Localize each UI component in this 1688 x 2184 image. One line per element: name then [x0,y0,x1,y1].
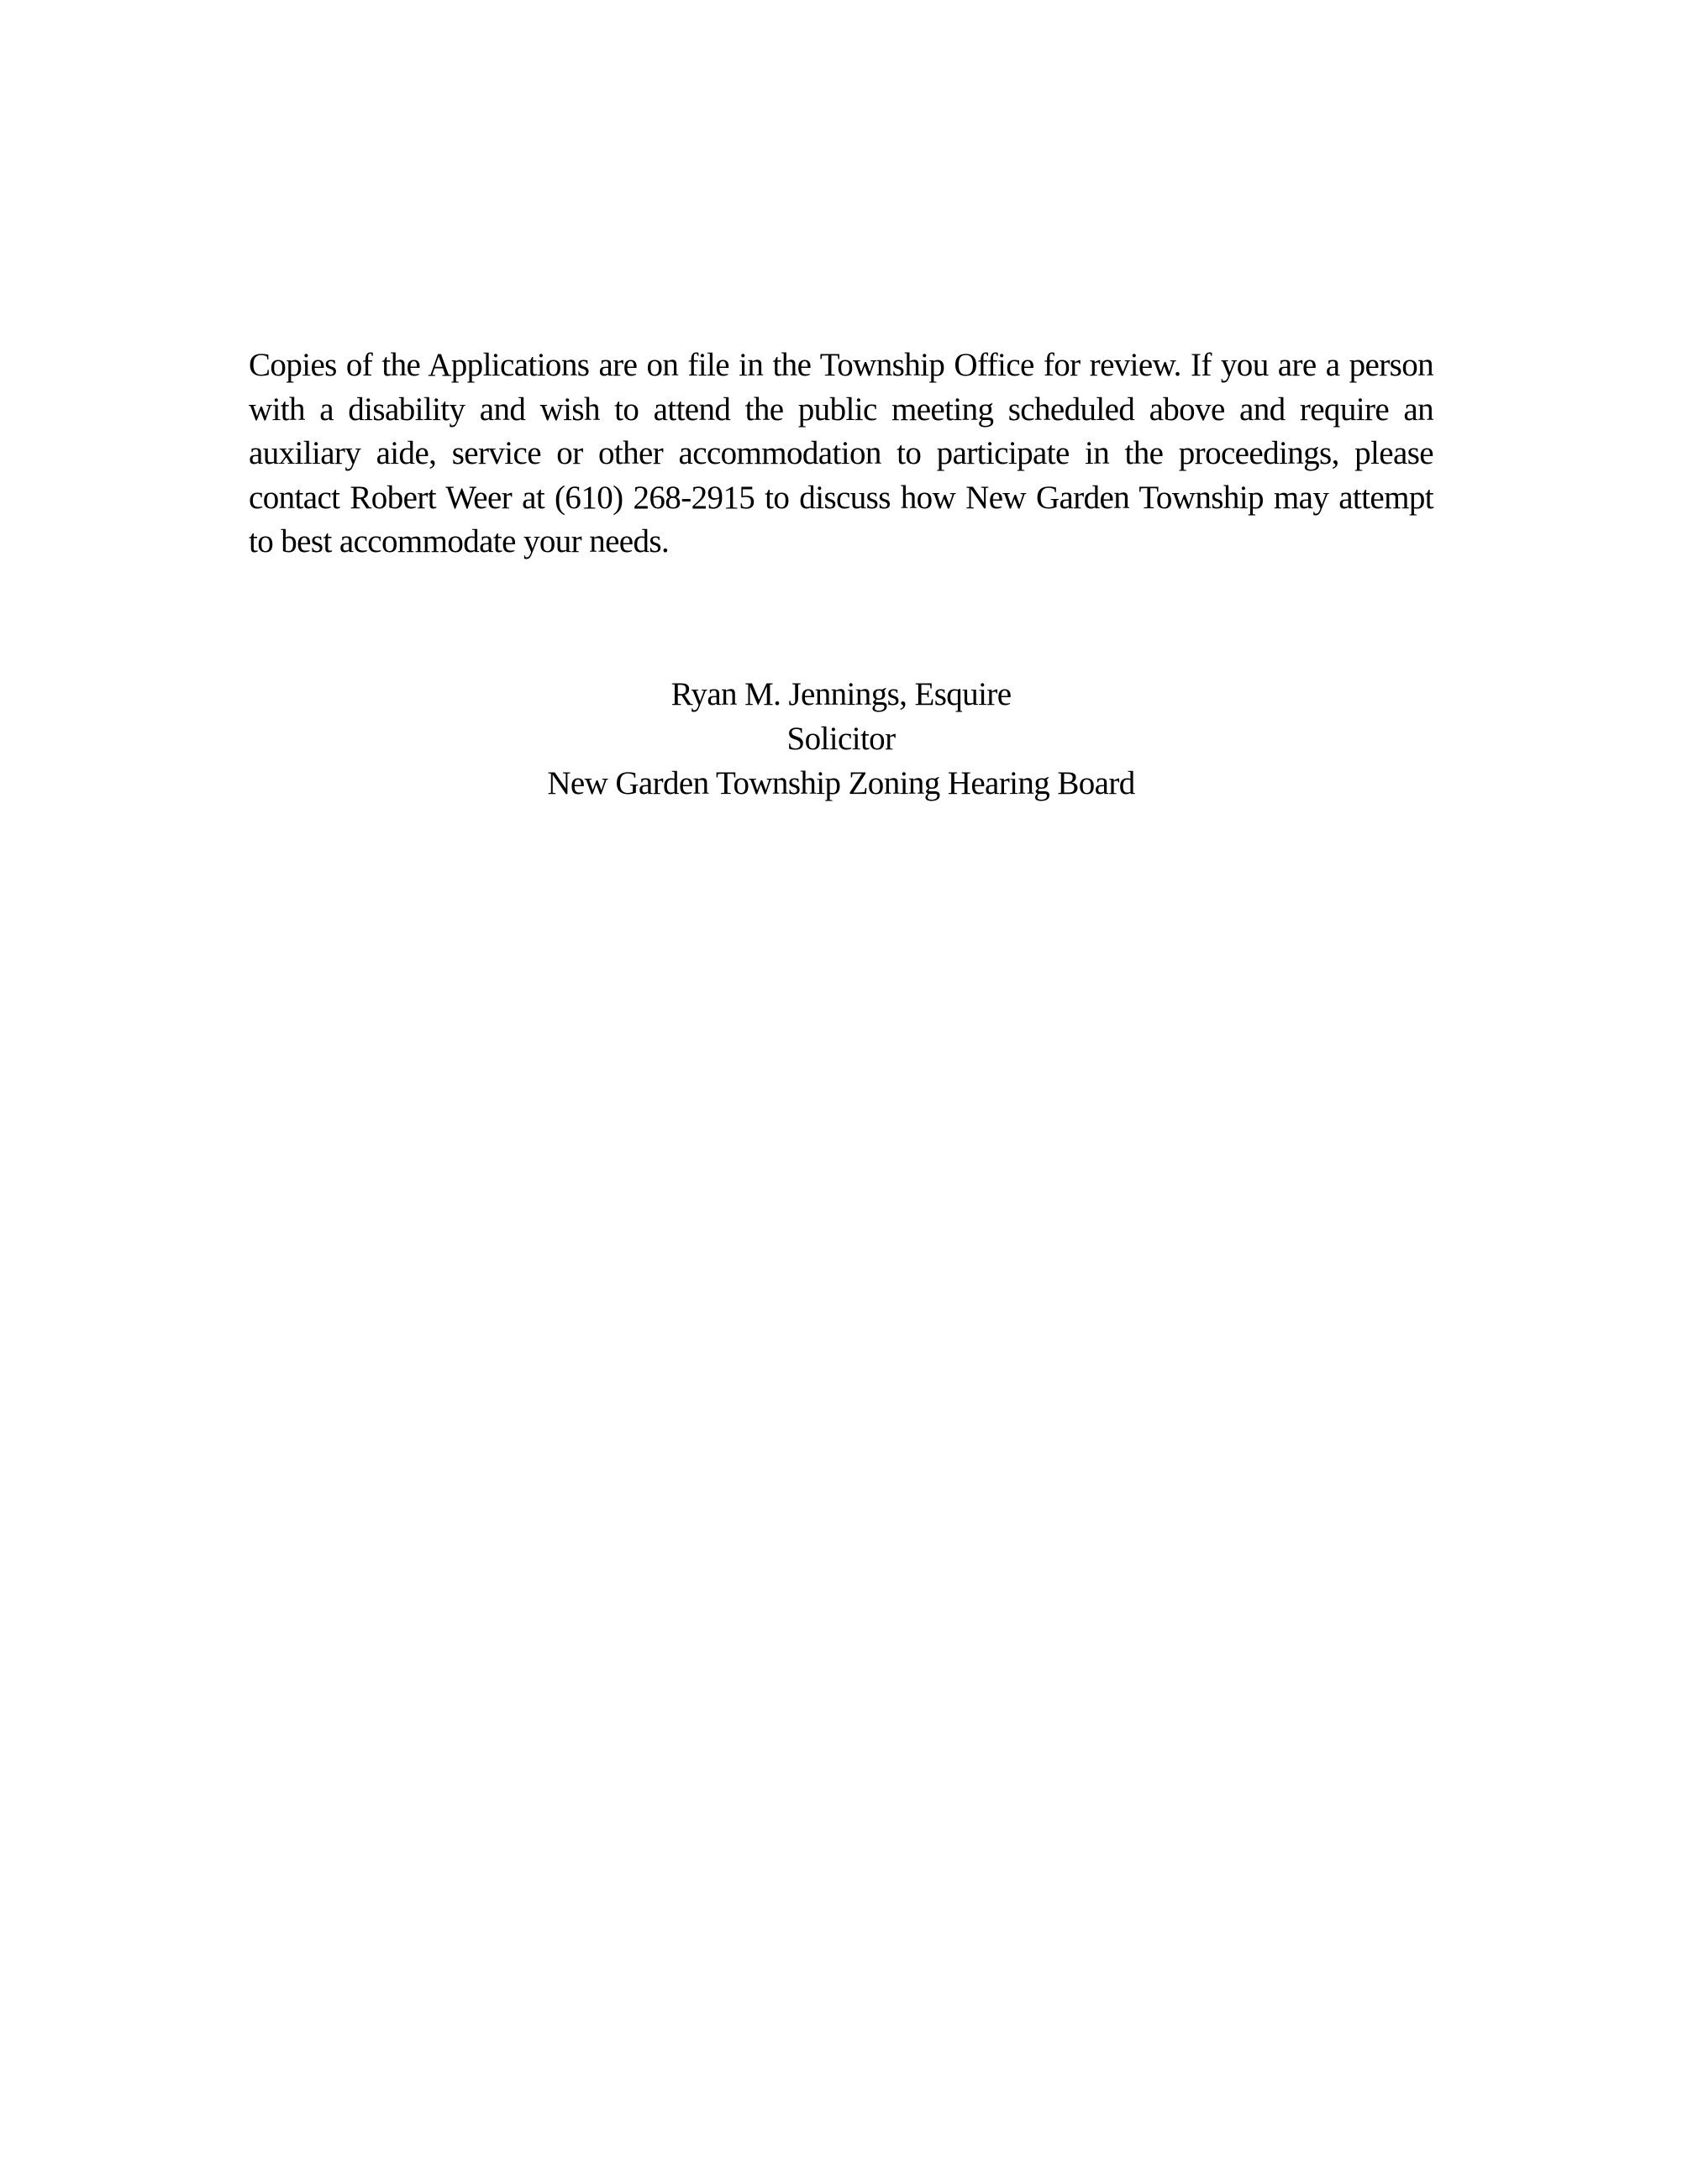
signatory-name: Ryan M. Jennings, Esquire [670,676,1012,712]
signatory-title: Solicitor [786,721,896,757]
signatory-organization: New Garden Township Zoning Hearing Board [547,765,1135,801]
signature-block [249,672,1433,806]
accommodation-notice-paragraph: Copies of the Applications are on file in the Township Office for review. If you are a person with a disability and wish to attend the public meeting scheduled above and require an auxiliary aide, service or other accommodation to participate in the proceedings, please contact Robert Weer at (610) 268-2915 to discuss how New Garden Township may attempt to best accommodate your needs. [249,347,1433,560]
